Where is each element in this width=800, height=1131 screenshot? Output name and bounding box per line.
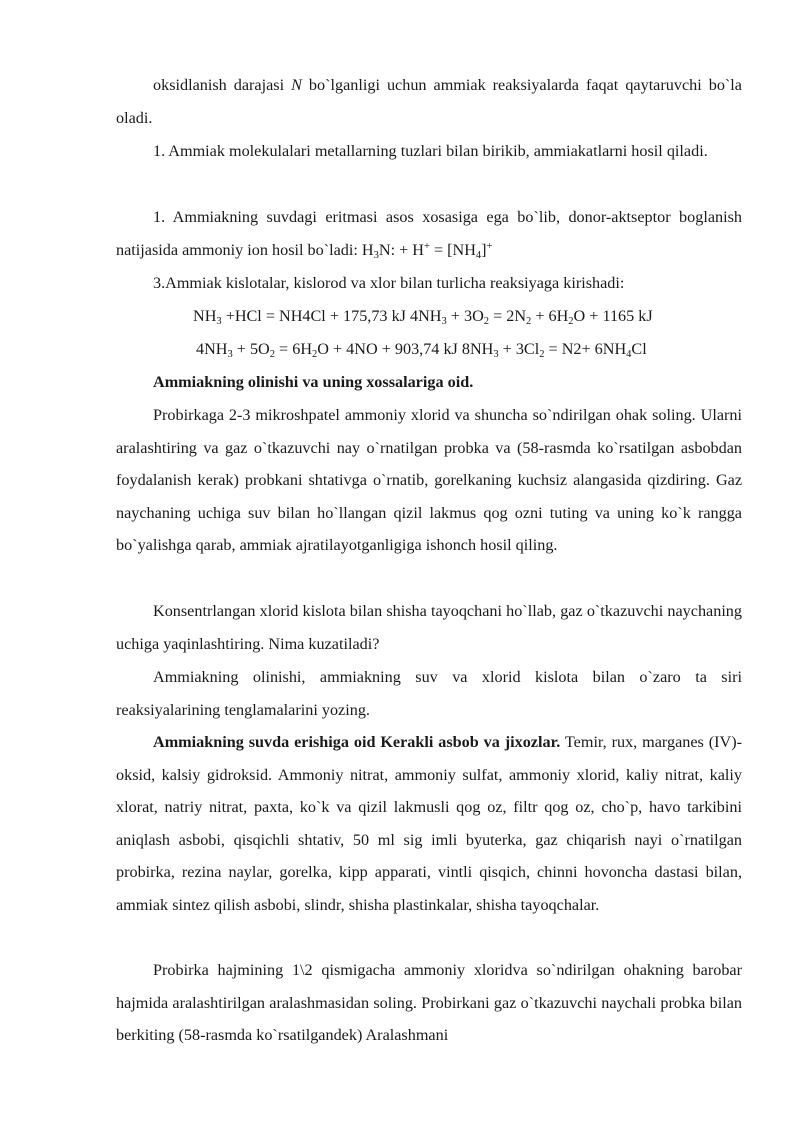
text: O + 4NO + 903,74 kJ 8NH	[317, 340, 494, 358]
paragraph-oxidation-state	[116, 69, 742, 134]
paragraph-ammiakatlar: 1. Ammiak molekulalari metallarning tuzlari bilan birikib, ammiakatlarni hosil qiladi.	[153, 142, 708, 160]
text: = [NH	[429, 240, 476, 259]
text: 4NH	[196, 340, 228, 358]
equation-line-1	[193, 300, 753, 333]
text: oksidlanish darajasi	[153, 76, 292, 94]
italic-n: N	[291, 76, 302, 94]
paragraph-ammonium-ion	[116, 201, 742, 266]
subscript: 2	[539, 349, 545, 360]
text: NH	[193, 307, 217, 325]
text: +HCl = NH4Cl + 175,73 kJ 4NH	[221, 307, 442, 325]
subscript: 3	[493, 349, 499, 360]
paragraph-procedure: Probirkaga 2-3 mikroshpatel ammoniy xlorid va shuncha so`ndirilgan ohak soling. Ularni aralashtiring va gaz o`tkazuvchi nay o`rnatilgan probka va (58-rasmda ko`rsatilgan asbobdan foydalanish kerak) probkani shtativga o`rnatib, gorelkaning kuchsiz alangasida qizdiring. Gaz naychaning uchiga suv bilan ho`llangan qizil lakmus qog ozni tuting va uning ko`k rangga bo`yalishga qarab, ammiak ajratilayotganligiga ishonch hosil qiling.	[116, 406, 742, 555]
subscript: 2	[483, 316, 490, 327]
subscript: 4	[626, 349, 632, 360]
text: + 3O	[446, 307, 484, 325]
paragraph-reactions-intro: 3.Ammiak kislotalar, kislorod va xlor bilan turlicha reaksiyaga kirishadi:	[153, 274, 625, 292]
superscript: +	[486, 240, 493, 252]
subscript: 3	[227, 349, 233, 360]
text: N: + H	[378, 240, 424, 259]
paragraph-write-equations: Ammiakning olinishi, ammiakning suv va xlorid kislota bilan o`zaro ta siri reaksiyalarining tenglamalarini yozing.	[116, 668, 742, 719]
text: O + 1165 kJ	[573, 307, 653, 325]
text: bo`lganligi uchun ammiak reaksiyalarda faqat qaytaruvchi bo`la oladi.	[116, 76, 742, 127]
text: + 3Cl	[498, 340, 540, 358]
text: = N2+ 6NH	[544, 340, 627, 358]
subscript: 3	[373, 249, 379, 261]
text: Cl	[631, 340, 647, 358]
subscript: 4	[475, 249, 482, 261]
section-heading: Ammiakning olinishi va uning xossalariga oid.	[153, 373, 474, 391]
subscript: 2	[312, 349, 318, 360]
subscript: 3	[216, 316, 222, 327]
superscript: +	[423, 240, 430, 252]
subscript: 3	[441, 316, 447, 327]
text: + 6H	[531, 307, 569, 325]
text: = 6H	[275, 340, 313, 358]
subscript: 2	[568, 316, 574, 327]
text: 1. Ammiakning suvdagi eritmasi asos xosasiga ega bo`lib, donor-aktseptor boglanish natijasida ammoniy ion hosil bo`ladi: H	[116, 208, 742, 259]
paragraph-mixture: Probirka hajmining 1\2 qismigacha ammoniy xloridva so`ndirilgan ohakning barobar hajmida aralashtirilgan aralashmasidan soling. Probirkani gaz o`tkazuvchi naychali probka bilan berkiting (58-rasmda ko`rsatilgandek) Aralashmani	[116, 961, 742, 1045]
equation-line-2	[196, 333, 756, 366]
text: Temir, rux, marganes (IV)-oksid, kalsiy gidroksid. Ammoniy nitrat, ammoniy sulfat, ammoniy xlorid, kaliy nitrat, kaliy xlorat, natriy nitrat, paxta, ko`k va qizil lakmusli qog oz, filtr qog oz, cho`p, havo tarkibini aniqlash asbobi, qisqichli shtativ, 50 ml sig imli byuterka, gaz chiqarish nayi o`rnatilgan probirka, rezina naylar, gorelka, kipp apparati, vintli qisqich, chinni hovoncha dastasi bilan, ammiak sintez qilish asbobi, slindr, shisha plastinkalar, shisha tayoqchalar.	[116, 733, 742, 914]
subscript: 2	[526, 316, 532, 327]
subscript: 2	[269, 349, 275, 360]
bold-lead: Ammiakning suvda erishiga oid Kerakli asbob va jixozlar.	[153, 733, 561, 751]
paragraph-equipment	[116, 726, 742, 922]
paragraph-hcl-test: Konsentrlangan xlorid kislota bilan shisha tayoqchani ho`llab, gaz o`tkazuvchi naychaning uchiga yaqinlashtiring. Nima kuzatiladi?	[116, 602, 742, 653]
text: = 2N	[489, 307, 527, 325]
text: + 5O	[232, 340, 270, 358]
text: ]	[481, 240, 487, 259]
